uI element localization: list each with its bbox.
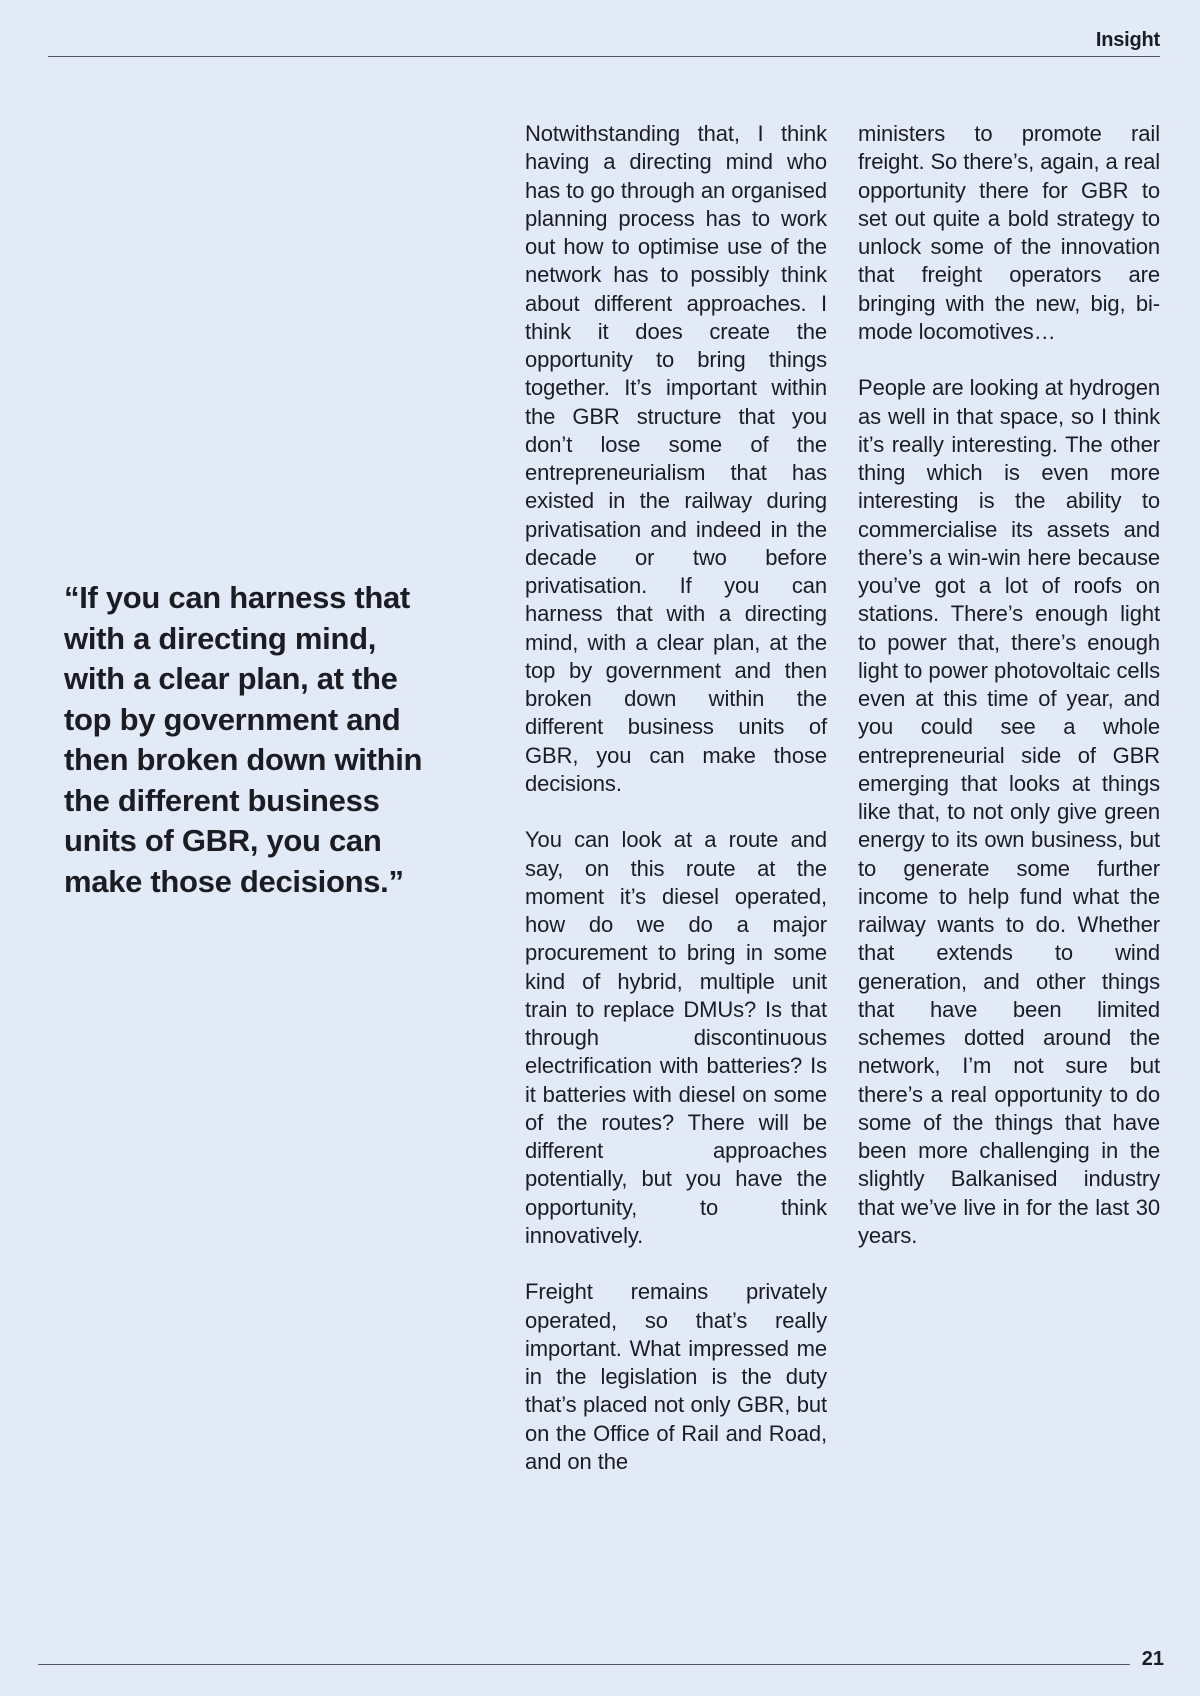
header-rule (48, 56, 1160, 57)
page-number: 21 (1141, 1648, 1164, 1670)
body-column-1 (525, 120, 827, 1504)
body-paragraph: ministers to promote rail freight. So there’s, again, a real opportunity there for GBR to set out quite a bold strategy to unlock some of the innovation that freight operators are bringing with the new, big, bi-mode locomotives… (858, 121, 1160, 344)
body-paragraph: People are looking at hydrogen as well in that space, so I think it’s really interesting. The other thing which is even more interesting is the ability to commercialise its assets and there’s a win-win here because you’ve got a lot of roofs on stations. There’s enough light to power that, there’s enough light to power photovoltaic cells even at this time of year, and you could see a whole entrepreneurial side of GBR emerging that looks at things like that, to not only give green energy to its own business, but to generate some further income to help fund what the railway wants to do. Whether that extends to wind generation, and other things that have been limited schemes dotted around the network, I’m not sure but there’s a real opportunity to do some of the things that have been more challenging in the slightly Balkanised industry that we’ve live in for the last 30 years. (858, 375, 1160, 1248)
section-label: Insight (1095, 29, 1160, 51)
footer-rule (38, 1664, 1130, 1665)
body-paragraph: Freight remains privately operated, so that’s really important. What impressed me in the legislation is the duty that’s placed not only GBR, but on the Office of Rail and Road, and on the (525, 1279, 827, 1474)
body-paragraph: You can look at a route and say, on this route at the moment it’s diesel operated, how do we do a major procurement to bring in some kind of hybrid, multiple unit train to replace DMUs? Is that through discontinuous electrification with batteries? Is it batteries with diesel on some of the routes? There will be different approaches potentially, but you have the opportunity, to think innovatively. (525, 827, 827, 1248)
body-column-2 (858, 120, 1160, 1278)
body-paragraph: Notwithstanding that, I think having a directing mind who has to go through an organised planning process has to work out how to optimise use of the network has to possibly think about different approaches. I think it does create the opportunity to bring things together. It’s important within the GBR structure that you don’t lose some of the entrepreneurialism that has existed in the railway during privatisation and indeed in the decade or two before privatisation. If you can harness that with a directing mind, with a clear plan, at the top by government and then broken down within the different business units of GBR, you can make those decisions. (525, 121, 827, 796)
pull-quote: “If you can harness that with a directing mind, with a clear plan, at the top by government and then broken down within the different business units of GBR, you can make those decisions.” (64, 580, 423, 899)
